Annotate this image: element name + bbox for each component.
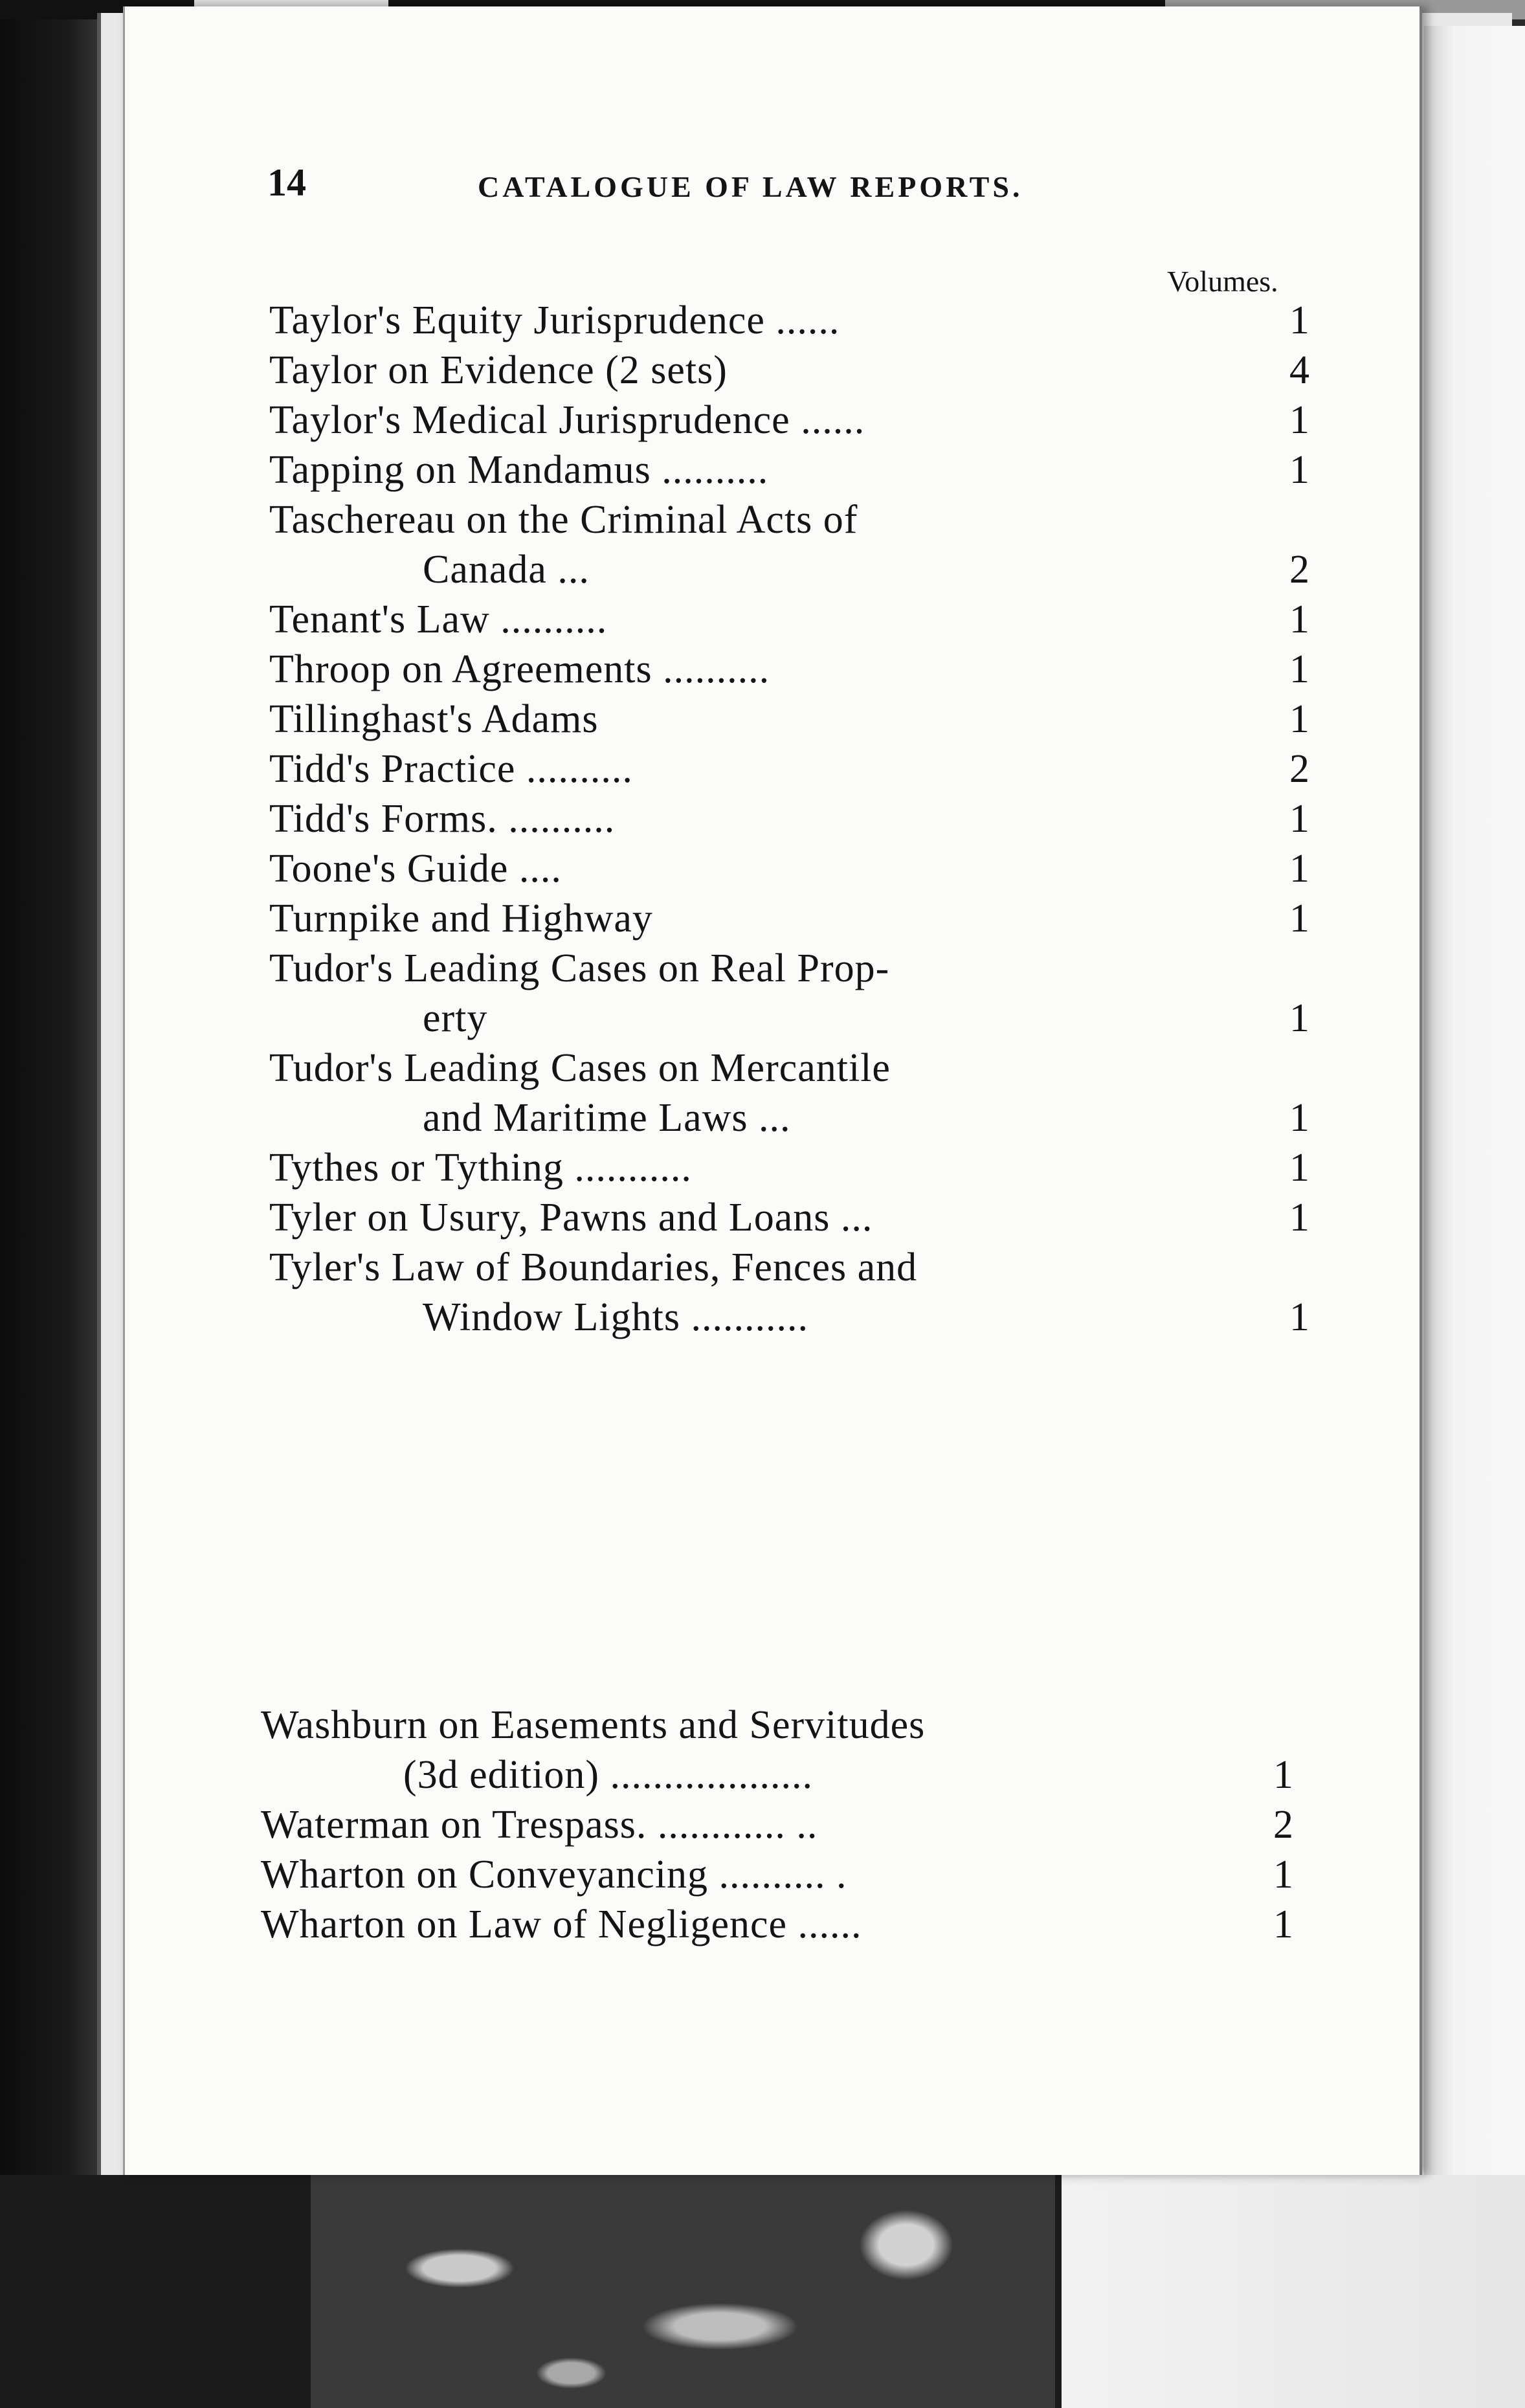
entry-volume-count: 1 [1273, 1753, 1293, 1797]
catalogue-entry-continuation [125, 547, 1419, 596]
entry-title: Wharton on Law of Negligence ...... [261, 1902, 862, 1946]
catalogue-entry [125, 1145, 1419, 1194]
marbled-endpaper [311, 2175, 1055, 2408]
catalogue-entry [125, 1702, 1419, 1752]
catalogue-entry [125, 1245, 1419, 1294]
facing-page-edge [1424, 26, 1525, 2175]
entry-title: Tapping on Mandamus .......... [269, 448, 769, 492]
catalogue-entry [125, 497, 1419, 546]
volumes-column-header: Volumes. [1167, 265, 1278, 298]
entry-volume-count: 1 [1289, 1146, 1309, 1190]
entry-title: Throop on Agreements .......... [269, 647, 770, 691]
entry-title: Taylor's Equity Jurisprudence ...... [269, 298, 840, 342]
catalogue-entry [125, 946, 1419, 995]
entry-volume-count: 1 [1273, 1902, 1293, 1946]
catalogue-entry [125, 1902, 1419, 1951]
catalogue-entry [125, 447, 1419, 496]
catalogue-entry [125, 298, 1419, 347]
entry-title: Tudor's Leading Cases on Real Prop- [269, 946, 890, 990]
book-cover-bottom [0, 2175, 1525, 2408]
entry-title: Taschereau on the Criminal Acts of [269, 498, 858, 542]
entry-title: Tenant's Law .......... [269, 597, 608, 641]
entry-title-continuation: Canada ... [423, 548, 590, 592]
entry-volume-count: 1 [1289, 1096, 1309, 1140]
entry-volume-count: 2 [1289, 548, 1309, 592]
catalogue-entry [125, 697, 1419, 746]
entry-volume-count: 1 [1289, 597, 1309, 641]
catalogue-entry [125, 647, 1419, 696]
entry-title: Toone's Guide .... [269, 847, 562, 891]
catalogue-entry [125, 397, 1419, 447]
entry-volume-count: 1 [1289, 697, 1309, 741]
entry-volume-count: 4 [1289, 348, 1309, 392]
catalogue-entry-continuation [125, 1295, 1419, 1344]
entry-title: Tythes or Tything ........... [269, 1146, 692, 1190]
entry-volume-count: 1 [1289, 1295, 1309, 1339]
entry-title: Tidd's Forms. .......... [269, 797, 616, 841]
entry-title: Wharton on Conveyancing .......... . [261, 1853, 847, 1897]
entry-volume-count: 2 [1289, 747, 1309, 791]
entry-title: Turnpike and Highway [269, 897, 653, 941]
entry-title: Tidd's Practice .......... [269, 747, 633, 791]
catalogue-page [123, 6, 1422, 2175]
catalogue-entry [125, 796, 1419, 845]
entry-volume-count: 1 [1289, 1196, 1309, 1240]
catalogue-entry [125, 348, 1419, 397]
entry-title: Tyler's Law of Boundaries, Fences and [269, 1245, 918, 1289]
catalogue-entry [125, 1802, 1419, 1851]
catalogue-entry [125, 1195, 1419, 1244]
entry-title: Tyler on Usury, Pawns and Loans ... [269, 1196, 873, 1240]
table-surface [1062, 2175, 1525, 2408]
catalogue-entry [125, 896, 1419, 945]
catalogue-entry-continuation [125, 1095, 1419, 1144]
entry-volume-count: 1 [1289, 448, 1309, 492]
entry-volume-count: 1 [1289, 996, 1309, 1040]
entry-title: Taylor on Evidence (2 sets) [269, 348, 728, 392]
entry-title-continuation: and Maritime Laws ... [423, 1096, 791, 1140]
page-header [125, 161, 1419, 212]
entry-volume-count: 1 [1289, 797, 1309, 841]
entry-title-continuation: Window Lights ........... [423, 1295, 808, 1339]
catalogue-entry [125, 1852, 1419, 1901]
catalogue-entry [125, 846, 1419, 895]
book-binding-left [0, 0, 97, 2408]
entry-title-continuation: (3d edition) ................... [403, 1753, 813, 1797]
catalogue-entry-continuation [125, 1752, 1419, 1801]
entry-volume-count: 1 [1273, 1853, 1293, 1897]
entry-title-continuation: erty [423, 996, 488, 1040]
entry-title: Waterman on Trespass. ............ .. [261, 1803, 818, 1847]
entry-title: Taylor's Medical Jurisprudence ...... [269, 398, 865, 442]
entry-volume-count: 1 [1289, 298, 1309, 342]
running-title: CATALOGUE OF LAW REPORTS. [478, 170, 1023, 203]
entry-title: Tudor's Leading Cases on Mercantile [269, 1046, 891, 1090]
entry-volume-count: 1 [1289, 398, 1309, 442]
entry-title: Tillinghast's Adams [269, 697, 599, 741]
catalogue-entry [125, 1045, 1419, 1095]
entry-title: Washburn on Easements and Servitudes [261, 1703, 926, 1747]
entry-volume-count: 1 [1289, 847, 1309, 891]
catalogue-entry-continuation [125, 996, 1419, 1045]
entry-volume-count: 1 [1289, 647, 1309, 691]
page-number: 14 [267, 161, 306, 204]
entry-volume-count: 1 [1289, 897, 1309, 941]
entry-volume-count: 2 [1273, 1803, 1293, 1847]
catalogue-entry [125, 597, 1419, 646]
catalogue-entry [125, 746, 1419, 796]
